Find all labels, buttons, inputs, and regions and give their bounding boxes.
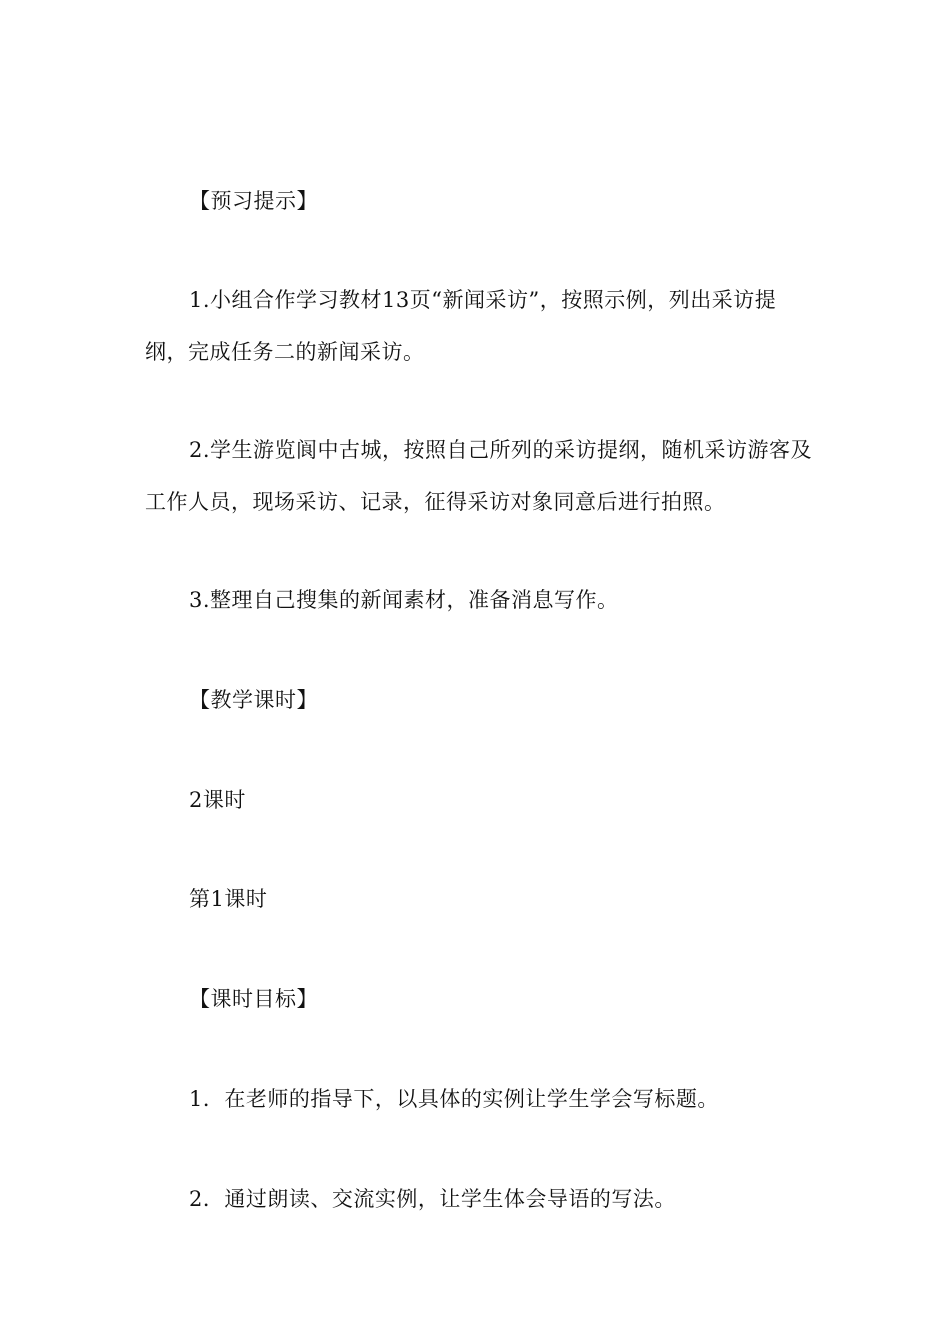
paragraph-item-2: 2.学生游览阆中古城，按照自己所列的采访提纲，随机采访游客及工作人员，现场采访、记录，征得采访对象同意后进行拍照。: [145, 438, 813, 514]
paragraph-first-period: 第1课时: [189, 887, 268, 911]
goal-item-1: 1．在老师的指导下，以具体的实例让学生学会写标题。: [189, 1087, 719, 1111]
goal-item-2: 2．通过朗读、交流实例，让学生体会导语的写法。: [189, 1187, 676, 1211]
paragraph-item-1: 1.小组合作学习教材13页“新闻采访”，按照示例，列出采访提纲，完成任务二的新闻采访。: [145, 288, 777, 364]
heading-teaching-periods: 【教学课时】: [189, 688, 318, 712]
paragraph-period-count: 2课时: [189, 788, 246, 812]
paragraph-item-3: 3.整理自己搜集的新闻素材，准备消息写作。: [189, 588, 619, 612]
heading-preview-tips: 【预习提示】: [189, 189, 318, 213]
heading-period-goals: 【课时目标】: [189, 987, 318, 1011]
